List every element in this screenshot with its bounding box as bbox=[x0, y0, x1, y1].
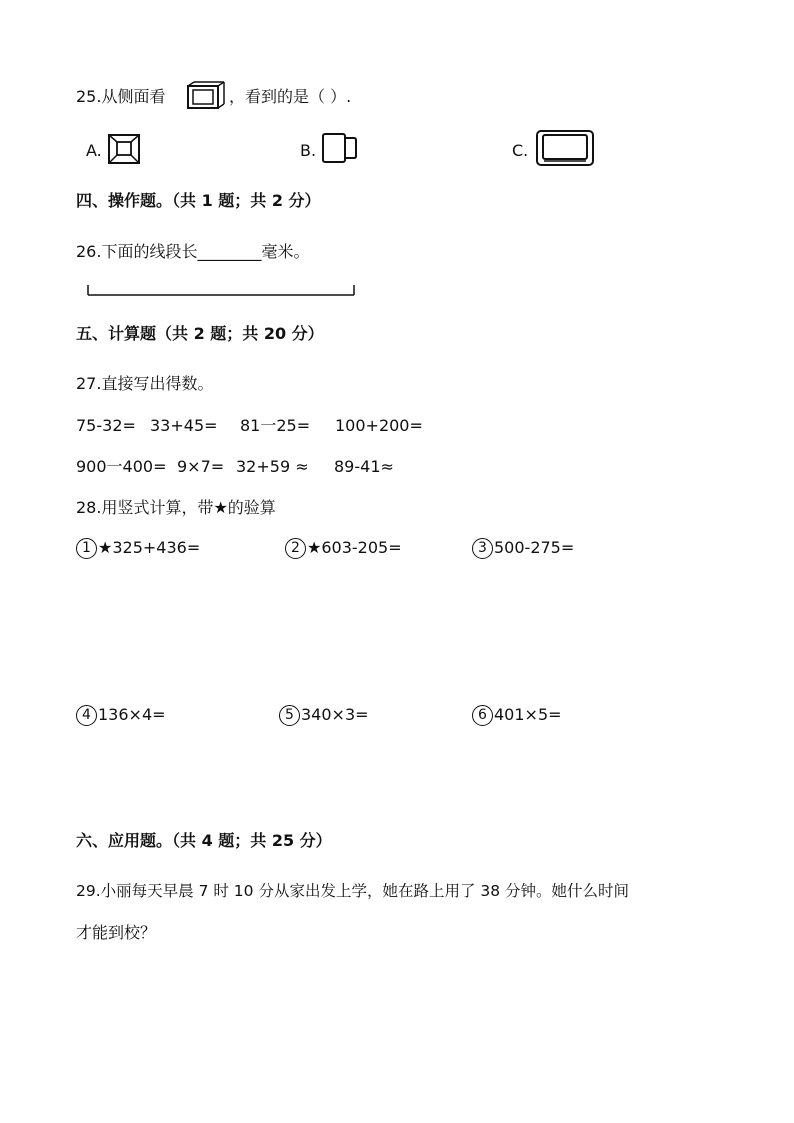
section-4-title: 四、操作题。（共 1 题；共 2 分） bbox=[76, 191, 321, 210]
q28-item-6-number: 6 bbox=[472, 705, 493, 726]
q28-item-5-number: 5 bbox=[279, 705, 300, 726]
q28-item-2 bbox=[285, 538, 402, 559]
q25-option-b-figure bbox=[320, 131, 360, 165]
q25-option-a-label: A. bbox=[86, 141, 102, 160]
q27-row2-item1: 900一400= bbox=[76, 457, 167, 476]
q28-item-4 bbox=[76, 705, 166, 726]
q27-row2-item3: 32+59 ≈ bbox=[236, 457, 309, 476]
q25-option-c-figure bbox=[534, 128, 596, 168]
q27-row1-item4: 100+200= bbox=[335, 416, 423, 435]
q28-item-5-expression: 340×3= bbox=[301, 705, 369, 724]
q26-answer-blank[interactable]: ________ bbox=[197, 242, 262, 261]
q27-title: 27.直接写出得数。 bbox=[76, 374, 214, 393]
q27-row1-item2: 33+45= bbox=[150, 416, 218, 435]
q25-option-b-label: B. bbox=[300, 141, 317, 160]
q28-item-4-number: 4 bbox=[76, 705, 97, 726]
q28-item-2-number: 2 bbox=[285, 538, 306, 559]
q25-prefix: 25.从侧面看 bbox=[76, 87, 166, 106]
q28-item-3-number: 3 bbox=[472, 538, 493, 559]
q25-stem bbox=[76, 87, 165, 106]
q25-object-figure bbox=[186, 80, 226, 112]
q29-line-2: 才能到校？ bbox=[76, 923, 157, 942]
q26-stem bbox=[76, 242, 309, 261]
q27-row1-item3: 81一25= bbox=[240, 416, 311, 435]
q25-option-c-label: C. bbox=[512, 141, 529, 160]
q28-item-3 bbox=[472, 538, 574, 559]
q28-item-3-expression: 500-275= bbox=[494, 538, 575, 557]
section-5-title: 五、计算题（共 2 题；共 20 分） bbox=[76, 324, 324, 343]
q27-row2-item4: 89-41≈ bbox=[334, 457, 394, 476]
q29-line-1: 29.小丽每天早晨 7 时 10 分从家出发上学，她在路上用了 38 分钟。她什么时间 bbox=[76, 882, 630, 900]
q26-line-segment bbox=[86, 284, 358, 298]
q27-row1-item1: 75-32= bbox=[76, 416, 136, 435]
q25-suffix: ，看到的是（ ）. bbox=[229, 87, 352, 106]
q28-title: 28.用竖式计算，带★的验算 bbox=[76, 498, 276, 517]
q25-option-a-figure bbox=[106, 132, 142, 166]
q26-suffix: 毫米。 bbox=[261, 242, 310, 261]
q28-item-6-expression: 401×5= bbox=[494, 705, 562, 724]
q28-item-5 bbox=[279, 705, 369, 726]
q28-item-6 bbox=[472, 705, 562, 726]
q28-item-1-number: 1 bbox=[76, 538, 97, 559]
q28-item-4-expression: 136×4= bbox=[98, 705, 166, 724]
q28-item-1 bbox=[76, 538, 200, 559]
q28-item-1-expression: ★325+436= bbox=[98, 538, 201, 557]
q26-prefix: 26.下面的线段长 bbox=[76, 242, 198, 261]
q28-item-2-expression: ★603-205= bbox=[307, 538, 402, 557]
q27-row2-item2: 9×7= bbox=[177, 457, 225, 476]
section-6-title: 六、应用题。（共 4 题；共 25 分） bbox=[76, 831, 332, 850]
